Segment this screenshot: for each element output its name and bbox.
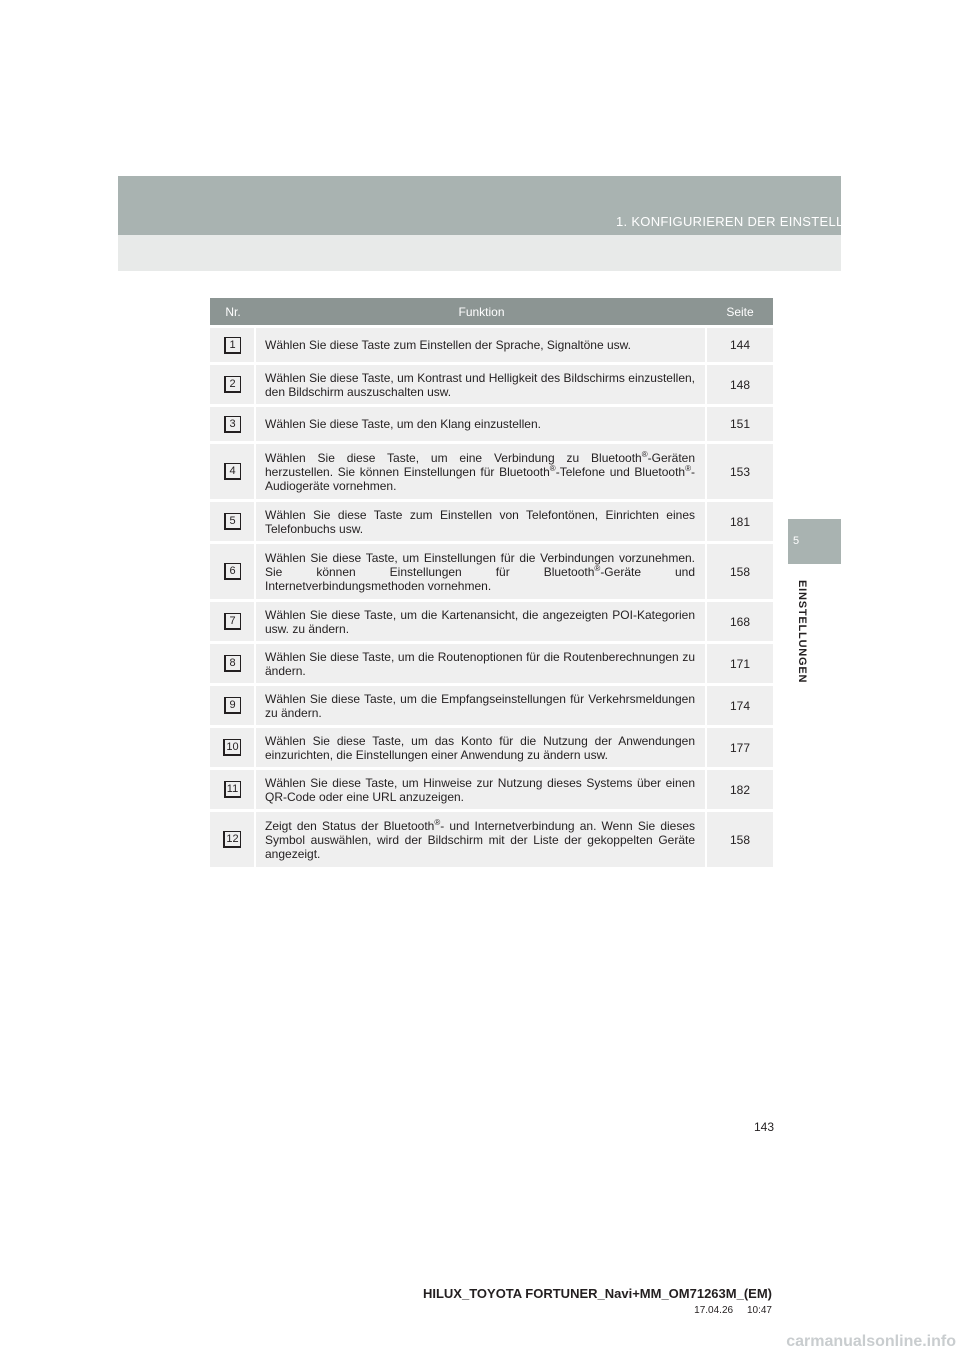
table-row [210, 502, 773, 541]
row-function: Wählen Sie diese Taste, um das Konto für die Nutzung der Anwendungen einzurichten, die Einstellungen einer Anwendung zu ändern usw. [265, 733, 695, 762]
row-function: Wählen Sie diese Taste, um den Klang einzustellen. [265, 417, 541, 431]
table-row [210, 728, 773, 767]
row-page: 168 [729, 614, 751, 629]
row-number-icon: 7 [224, 613, 241, 630]
table-row [210, 365, 773, 404]
watermark: carmanualsonline.info [786, 1333, 956, 1350]
header-page: Seite [726, 304, 754, 319]
row-function: Wählen Sie diese Taste zum Einstellen der Sprache, Signaltöne usw. [265, 338, 631, 352]
row-function: Wählen Sie diese Taste, um die Kartenansicht, die angezeigten POI-Kategorien usw. zu ändern. [265, 607, 695, 636]
row-function: Wählen Sie diese Taste zum Einstellen von Telefontönen, Einrichten eines Telefonbuchs usw. [265, 507, 695, 536]
section-title: 1. KONFIGURIEREN DER EINSTELLUNGEN [615, 214, 892, 229]
row-number-icon: 1 [224, 337, 241, 354]
row-number-icon: 10 [223, 739, 240, 756]
date-stamp: 17.04.26 10:47 [694, 1305, 772, 1316]
row-number-icon: 4 [224, 463, 241, 480]
row-page: 151 [729, 417, 751, 431]
row-function: Wählen Sie diese Taste, um die Routenoptionen für die Routenberechnungen zu ändern. [265, 649, 695, 678]
table-header [210, 298, 773, 325]
table-row [210, 444, 773, 499]
row-function: Wählen Sie diese Taste, um Kontrast und Helligkeit des Bildschirms einzustellen, den Bildschirm auszuschalten usw. [265, 370, 695, 399]
document-id: HILUX_TOYOTA FORTUNER_Navi+MM_OM71263M_(EM) [422, 1286, 772, 1301]
row-number-icon: 3 [224, 416, 241, 433]
table-row [210, 544, 773, 599]
table-row [210, 602, 773, 641]
row-page: 182 [729, 782, 751, 797]
row-number-icon: 9 [224, 697, 241, 714]
row-page: 174 [729, 698, 751, 713]
row-number-icon: 5 [224, 513, 241, 530]
row-page: 171 [729, 656, 751, 671]
functions-table [210, 298, 773, 867]
row-page: 148 [729, 377, 751, 392]
row-page: 158 [729, 832, 751, 847]
row-page: 144 [729, 338, 751, 352]
table-row [210, 686, 773, 725]
row-page: 158 [729, 564, 751, 579]
header-function: Funktion [458, 304, 505, 319]
row-page: 181 [729, 514, 751, 529]
table-row [210, 770, 773, 809]
header-subband [118, 235, 841, 271]
row-function: Wählen Sie diese Taste, um eine Verbindung zu Bluetooth®-Geräten herzustellen. Sie können Einstellungen für Bluetooth®-Telefone und Bluetooth®-Audiogeräte vornehmen. [265, 449, 696, 493]
row-number-icon: 8 [224, 655, 241, 672]
row-number-icon: 6 [224, 563, 241, 580]
page-number: 143 [754, 1120, 775, 1134]
chapter-number: 5 [793, 535, 800, 547]
row-page: 153 [729, 464, 751, 479]
table-row [210, 812, 773, 867]
row-function: Wählen Sie diese Taste, um Einstellungen für die Verbindungen vorzunehmen. Sie können Einstellungen für Bluetooth®-Geräte und Internetverbindungsmethoden vornehmen. [265, 550, 695, 593]
table-row [210, 407, 773, 441]
chapter-name: EINSTELLUNGEN [796, 580, 808, 684]
table-row [210, 328, 773, 362]
row-number-icon: 2 [224, 376, 241, 393]
table-row [210, 644, 773, 683]
row-page: 177 [729, 740, 751, 755]
row-number-icon: 12 [223, 831, 240, 848]
row-number-icon: 11 [224, 781, 241, 798]
row-function: Wählen Sie diese Taste, um die Empfangseinstellungen für Verkehrsmeldungen zu ändern. [265, 691, 695, 720]
row-function: Wählen Sie diese Taste, um Hinweise zur Nutzung dieses Systems über einen QR-Code oder eine URL anzuzeigen. [265, 775, 695, 804]
row-function: Zeigt den Status der Bluetooth®- und Internetverbindung an. Wenn Sie dieses Symbol auswählen, wird der Bildschirm mit der Liste der gekoppelten Geräte angezeigt. [265, 817, 695, 861]
header-nr: Nr. [225, 304, 241, 319]
